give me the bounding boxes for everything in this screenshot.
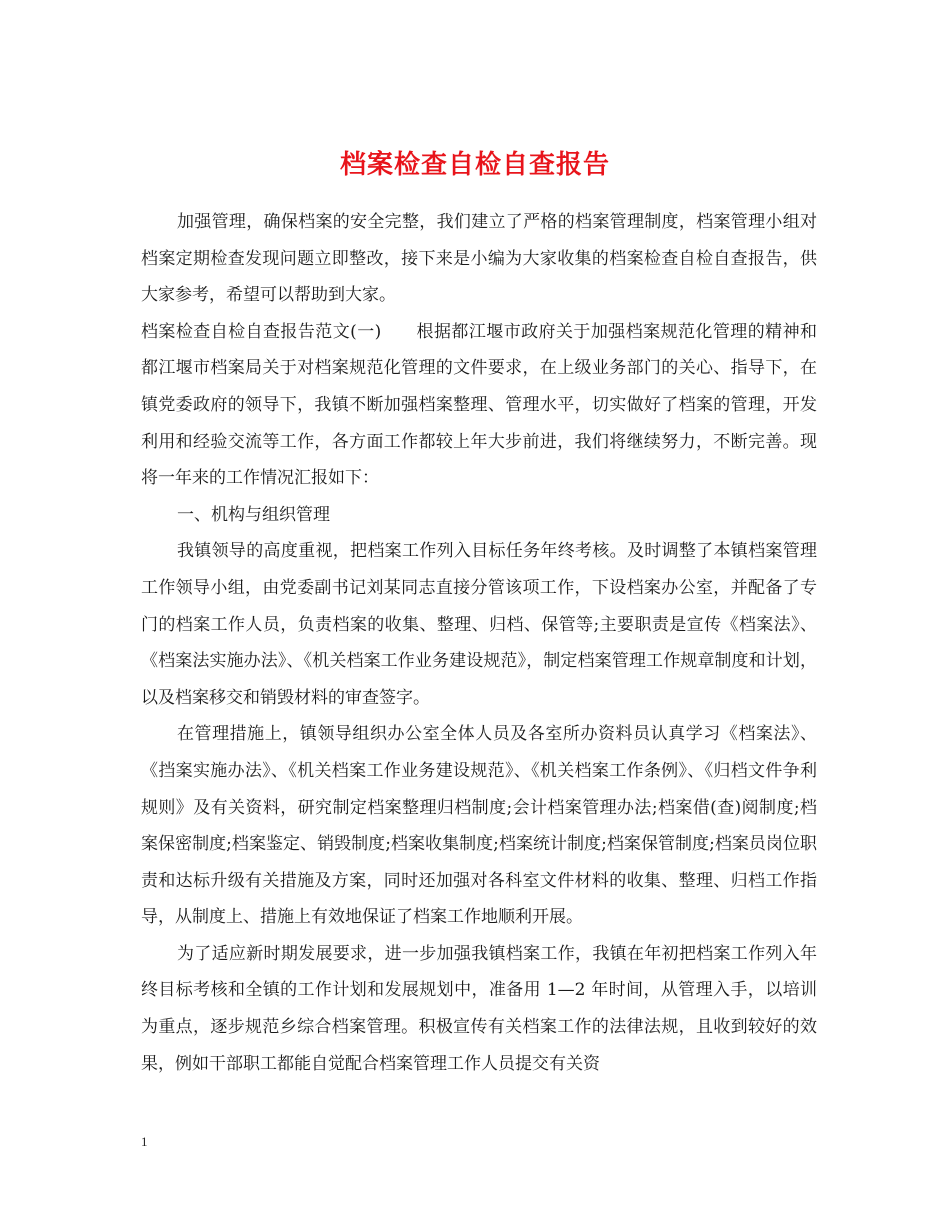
document-title: 档案检查自检自查报告 [339,150,610,181]
document-body [141,204,817,1082]
section-heading-organization: 一、机构与组织管理 [177,504,330,525]
page-number: 1 [141,1134,148,1149]
paragraph-development: 为了适应新时期发展要求，进一步加强我镇档案工作，我镇在年初把档案工作列入年终目标考核和全镇的工作计划和发展规划中，准备用 1—2 年时间，从管理入手，以培训为重点，逐步规范乡综合档案管理。积极宣传有关档案工作的法律法规，且收到较好的效果，例如干部职工都能自觉配合档案管理工作人员提交有关资 [141,943,817,1074]
paragraph-management-measures: 在管理措施上，镇领导组织办公室全体人员及各室所办资料员认真学习《档案法》、《挡案实施办法》、《机关档案工作业务建设规范》、《机关档案工作条例》、《归档文件争利规则》及有关资料，研究制定档案整理归档制度;会计档案管理办法;档案借(查)阅制度;档案保密制度;档案鉴定、销毁制度;档案收集制度;档案统计制度;档案保管制度;档案员岗位职责和达标升级有关措施及方案，同时还加强对各科室文件材料的收集、整理、归档工作指导，从制度上、措施上有效地保证了档案工作地顺利开展。 [141,724,817,928]
paragraph-sample-heading: 档案检查自检自查报告范文(一) 根据都江堰市政府关于加强档案规范化管理的精神和都江堰市档案局关于对档案规范化管理的文件要求，在上级业务部门的关心、指导下，在镇党委政府的领导下，我镇不断加强档案整理、管理水平，切实做好了档案的管理，开发利用和经验交流等工作，各方面工作都较上年大步前进，我们将继续努力，不断完善。现将一年来的工作情况汇报如下： [141,321,817,489]
paragraph-leadership: 我镇领导的高度重视，把档案工作列入目标任务年终考核。及时调整了本镇档案管理工作领导小组，由党委副书记刘某同志直接分管该项工作，下设档案办公室，并配备了专门的档案工作人员，负责档案的收集、整理、归档、保管等;主要职责是宣传《档案法》、《档案法实施办法》、《机关档案工作业务建设规范》，制定档案管理工作规章制度和计划，以及档案移交和销毁材料的审查签字。 [141,541,817,708]
paragraph-intro: 加强管理，确保档案的安全完整，我们建立了严格的档案管理制度，档案管理小组对档案定期检查发现问题立即整改，接下来是小编为大家收集的档案检查自检自查报告，供大家参考，希望可以帮助到大家。 [141,212,817,306]
